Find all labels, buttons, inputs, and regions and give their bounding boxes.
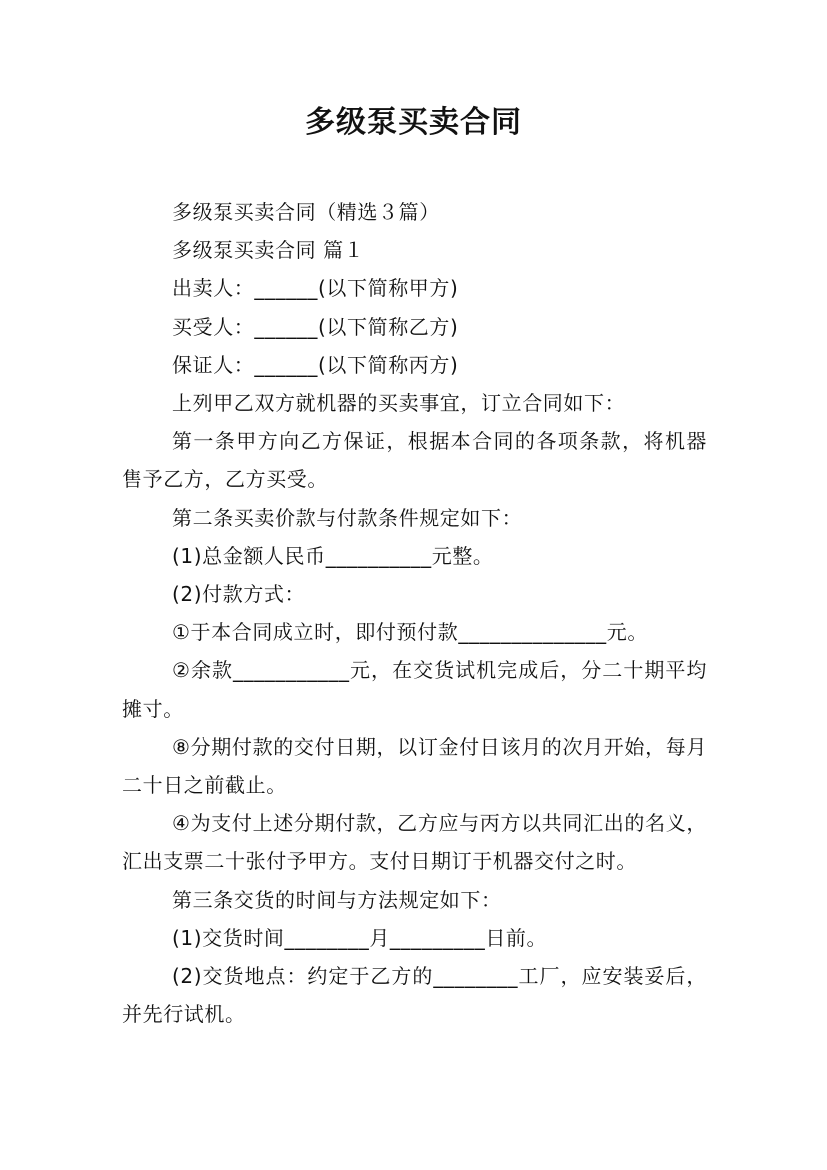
paragraph-balance: ②余款___________元，在交货试机完成后，分二十期平均摊寸。 — [122, 658, 707, 721]
paragraph-delivery-time: (1)交货时间________月_________日前。 — [172, 925, 548, 950]
paragraph-subtitle: 多级泵买卖合同（精选３篇） — [172, 200, 440, 224]
paragraph-seller: 出卖人：______(以下简称甲方) — [172, 276, 459, 301]
paragraph-installment-dates: ⑧分期付款的交付日期，以订金付日该月的次月开始，每月二十日之前截止。 — [122, 734, 707, 798]
paragraph-guarantor: 保证人：______(以下简称丙方) — [172, 352, 459, 377]
paragraph-article-3: 第三条交货的时间与方法规定如下： — [172, 887, 502, 912]
document-title: 多级泵买卖合同 — [305, 105, 522, 140]
paragraph-delivery-place: (2)交货地点：约定于乙方的________工厂，应安装妥后，并先行试机。 — [122, 964, 707, 1027]
paragraph-prepayment: ①于本合同成立时，即付预付款______________元。 — [172, 620, 648, 645]
document-body — [122, 193, 707, 1033]
paragraph-article-1: 第一条甲方向乙方保证，根据本合同的各项条款，将机器售予乙方，乙方买受。 — [122, 429, 707, 492]
paragraph-preamble: 上列甲乙双方就机器的买卖事宜，订立合同如下： — [172, 391, 626, 416]
paragraph-section-heading: 多级泵买卖合同 篇１ — [172, 238, 365, 263]
paragraph-total-amount: (1)总金额人民币__________元整。 — [172, 543, 494, 568]
paragraph-checks: ④为支付上述分期付款，乙方应与丙方以共同汇出的名义，汇出支票二十张付予甲方。支付日期订于机器交付之时。 — [122, 811, 707, 874]
paragraph-payment-method: (2)付款方式： — [172, 582, 306, 607]
paragraph-article-2: 第二条买卖价款与付款条件规定如下： — [172, 505, 523, 530]
paragraph-buyer: 买受人：______(以下简称乙方) — [172, 314, 459, 339]
